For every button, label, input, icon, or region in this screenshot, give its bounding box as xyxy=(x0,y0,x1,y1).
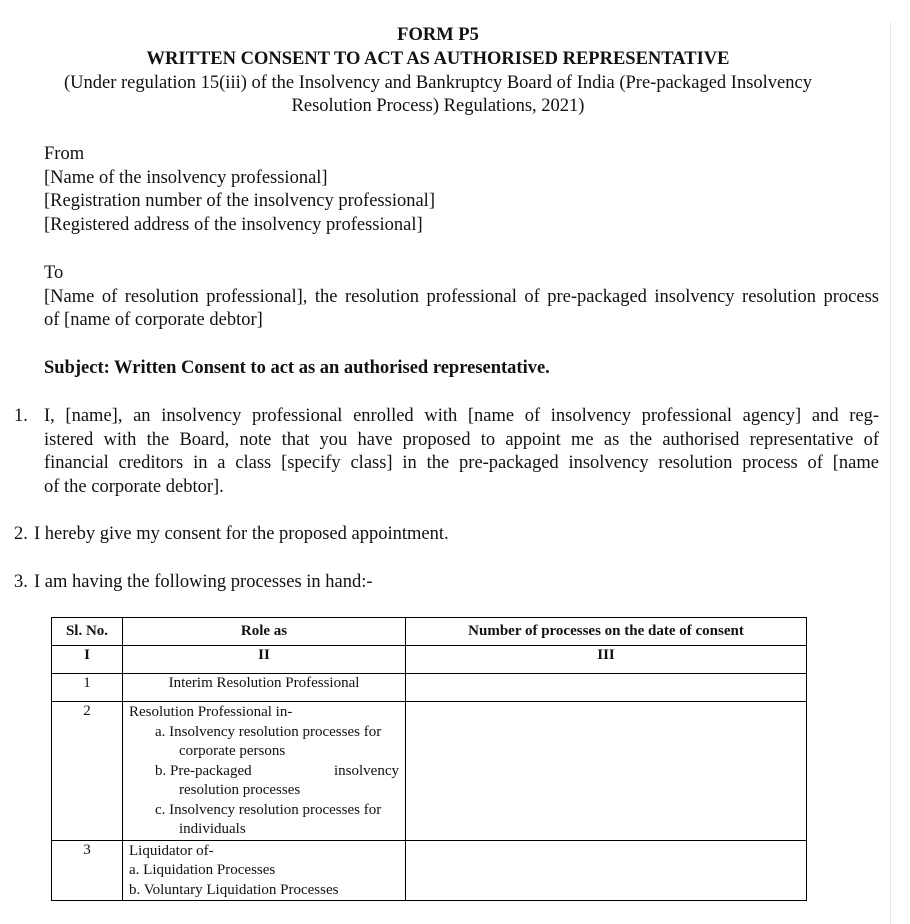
row-2-item-a-text: Insolvency resolution processes for xyxy=(169,723,382,740)
table-row xyxy=(52,674,807,702)
row-3-count xyxy=(406,840,807,901)
from-address: [Registered address of the insolvency professional] xyxy=(44,215,423,235)
table-header-row xyxy=(52,618,807,646)
regulation-line-1: (Under regulation 15(iii) of the Insolvency and Bankruptcy Board of India (Pre-packaged Insolvency xyxy=(64,73,812,93)
paragraph-2-text: I hereby give my consent for the proposed appointment. xyxy=(34,524,449,544)
roman-iii: III xyxy=(406,646,807,674)
row-2-item-b-marker: b. xyxy=(155,762,167,779)
row-3-role xyxy=(123,840,406,901)
row-3-item-a-marker: a. xyxy=(129,862,140,878)
header-role-as: Role as xyxy=(123,618,406,646)
to-line-2: of [name of corporate debtor] xyxy=(44,310,263,330)
row-2-item-c-marker: c. xyxy=(155,801,166,818)
row-2-item-c-text: Insolvency resolution processes for xyxy=(169,801,382,818)
row-1-count xyxy=(406,674,807,702)
row-2-sl: 2 xyxy=(52,702,123,841)
row-2-role-title: Resolution Professional in- xyxy=(129,704,293,720)
paragraph-1-line-4: of the corporate debtor]. xyxy=(44,477,224,497)
table-roman-row xyxy=(52,646,807,674)
row-2-item-a xyxy=(129,723,399,743)
roman-ii: II xyxy=(123,646,406,674)
row-3-item-b-text: Voluntary Liquidation Processes xyxy=(143,881,339,898)
page-edge-rule xyxy=(890,22,891,924)
from-label: From xyxy=(44,144,85,164)
regulation-line-2: Resolution Process) Regulations, 2021) xyxy=(291,96,585,116)
row-3-item-a-text: Liquidation Processes xyxy=(143,862,276,878)
form-title: WRITTEN CONSENT TO ACT AS AUTHORISED REPRESENTATIVE xyxy=(146,49,730,69)
table-row xyxy=(52,840,807,901)
to-line-1: [Name of resolution professional], the resolution professional of pre-packaged insolvency resolution process xyxy=(44,287,879,307)
header-sl-no: Sl. No. xyxy=(52,618,123,646)
row-2-item-b-cont: resolution processes xyxy=(179,782,301,798)
processes-table xyxy=(51,617,807,901)
row-2-item-b-text-right: insolvency xyxy=(334,762,399,779)
paragraph-1-line-1: I, [name], an insolvency professional enrolled with [name of insolvency professional agency] and reg- xyxy=(44,406,879,426)
row-3-item-b xyxy=(129,881,399,901)
paragraph-1-line-3: financial creditors in a class [specify class] in the pre-packaged insolvency resolution process of [name xyxy=(44,453,879,473)
row-3-item-b-marker: b. xyxy=(129,881,141,898)
paragraph-1-number: 1. xyxy=(14,406,28,426)
row-1-sl: 1 xyxy=(52,674,123,702)
row-2-item-c xyxy=(129,801,399,821)
paragraph-3-text: I am having the following processes in hand:- xyxy=(34,572,373,592)
paragraph-3-number: 3. xyxy=(14,572,28,592)
form-number: FORM P5 xyxy=(397,25,479,45)
from-registration: [Registration number of the insolvency professional] xyxy=(44,191,435,211)
row-2-item-b xyxy=(129,762,399,782)
row-2-count xyxy=(406,702,807,841)
row-2-item-a-marker: a. xyxy=(155,723,166,740)
row-2-item-c-cont: individuals xyxy=(179,821,246,837)
paragraph-2-number: 2. xyxy=(14,524,28,544)
row-3-role-title: Liquidator of- xyxy=(129,842,214,859)
from-name: [Name of the insolvency professional] xyxy=(44,168,328,188)
subject-line: Subject: Written Consent to act as an authorised representative. xyxy=(44,358,550,378)
paragraph-1-line-2: istered with the Board, note that you have proposed to appoint me as the authorised representative of xyxy=(44,430,879,450)
row-3-sl: 3 xyxy=(52,840,123,901)
row-1-role: Interim Resolution Professional xyxy=(123,674,406,702)
roman-i: I xyxy=(52,646,123,674)
row-3-item-a xyxy=(129,861,399,881)
to-label: To xyxy=(44,263,64,283)
row-2-item-a-cont: corporate persons xyxy=(179,743,286,759)
row-2-item-b-text-left: Pre-packaged xyxy=(170,762,252,779)
header-number-of-processes: Number of processes on the date of consent xyxy=(406,618,807,646)
row-2-role xyxy=(123,702,406,841)
table-row xyxy=(52,702,807,841)
